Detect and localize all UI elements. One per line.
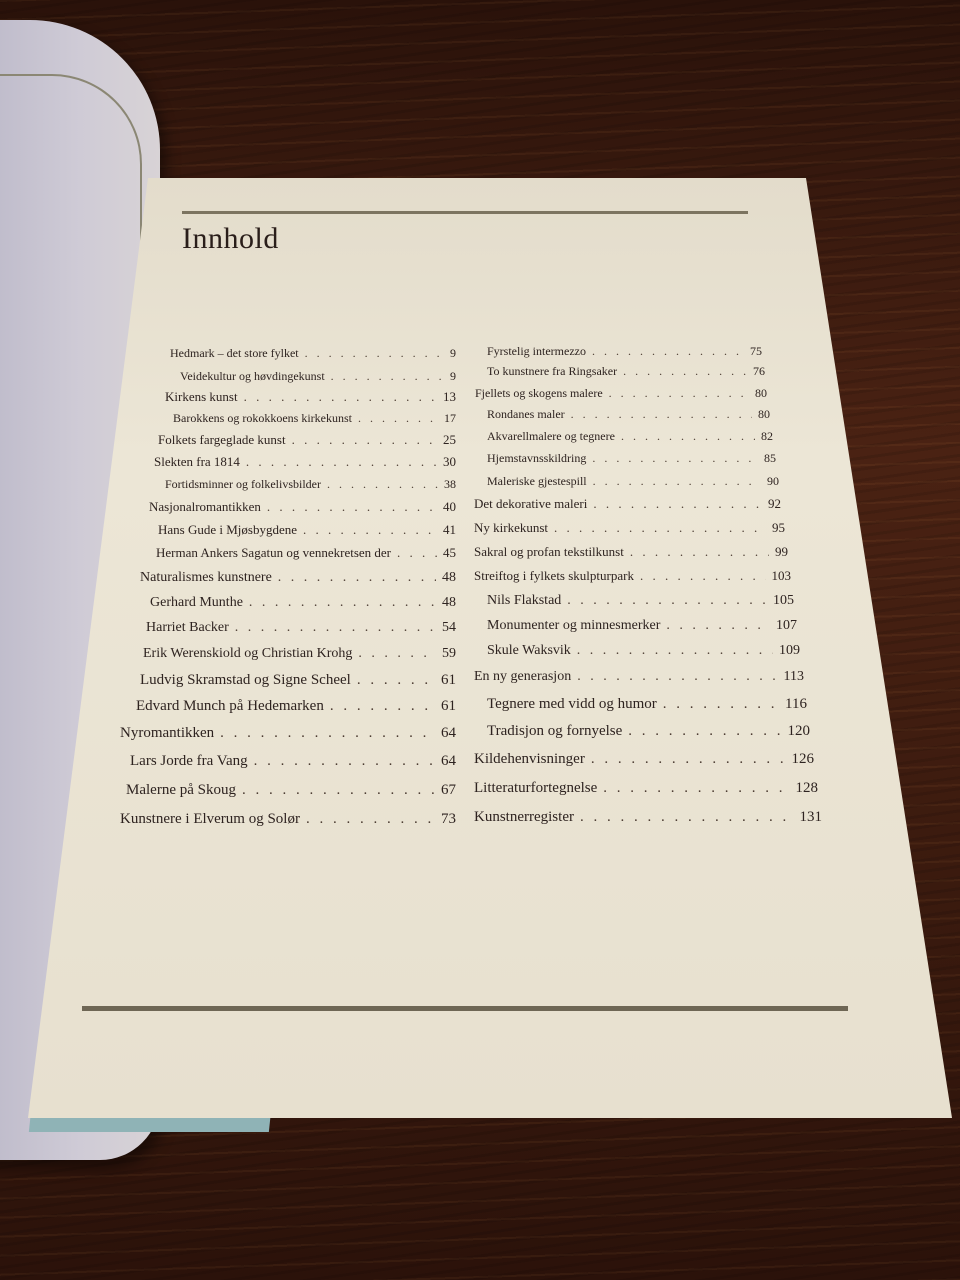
toc-entry: Rondanes maler . . . 80 — [487, 407, 770, 422]
dot-leader — [623, 364, 747, 379]
toc-entry: To kunstnere fra Ringsaker . . . 76 — [487, 364, 765, 379]
toc-entry: Akvarellmalere og tegnere . . . 82 — [487, 429, 773, 444]
dot-leader — [330, 698, 435, 715]
dot-leader — [278, 570, 436, 586]
dot-leader — [246, 454, 437, 470]
toc-entry: Barokkens og rokokkoens kirkekunst . . . 17 — [173, 411, 456, 426]
toc-entry: Gerhard Munthe . . . 48 — [150, 595, 456, 611]
toc-entry: Slekten fra 1814 . . . 30 — [154, 454, 456, 470]
dot-leader — [242, 782, 435, 799]
dot-leader — [640, 568, 766, 584]
dot-leader — [554, 520, 766, 536]
toc-entry: Kunstnerregister . . . 131 — [474, 809, 822, 826]
toc-entry: Kildehenvisninger . . . 126 — [474, 751, 814, 768]
toc-entry: Litteraturfortegnelse . . . 128 — [474, 780, 818, 797]
dot-leader — [235, 620, 436, 636]
toc-entry: Lars Jorde fra Vang . . . 64 — [130, 753, 456, 770]
toc-entry: Ludvig Skramstad og Signe Scheel . . . 61 — [140, 672, 456, 689]
toc-entry: Hedmark – det store fylket . . . 9 — [170, 346, 456, 361]
toc-entry: Maleriske gjestespill . . . 90 — [487, 474, 779, 489]
toc-entry: Nasjonalromantikken . . . 40 — [149, 499, 456, 515]
dot-leader — [358, 646, 436, 662]
toc-entry: Kunstnere i Elverum og Solør . . . 73 — [120, 811, 456, 828]
dot-leader — [628, 723, 781, 740]
dot-leader — [621, 429, 755, 444]
page-title: Innhold — [182, 222, 279, 255]
toc-entry: Tradisjon og fornyelse . . . 120 — [487, 723, 810, 740]
toc-entry: Streiftog i fylkets skulpturpark . . . 103 — [474, 568, 791, 584]
dot-leader — [580, 809, 794, 826]
toc-entry: Hjemstavnsskildring . . . 85 — [487, 451, 776, 466]
toc-entry: Det dekorative maleri . . . 92 — [474, 496, 781, 512]
toc-entry: Skule Waksvik . . . 109 — [487, 643, 800, 659]
dot-leader — [593, 474, 761, 489]
toc-entry: Naturalismes kunstnere . . . 48 — [140, 570, 456, 586]
dot-leader — [292, 432, 437, 448]
dot-leader — [577, 669, 777, 685]
dot-leader — [666, 618, 770, 634]
dot-leader — [220, 725, 435, 742]
toc-entry: Veidekultur og høvdingekunst . . . 9 — [180, 369, 456, 384]
toc-entry: Folkets fargeglade kunst . . . 25 — [158, 432, 456, 448]
dot-leader — [305, 346, 444, 361]
toc-entry: Herman Ankers Sagatun og vennekretsen der . . . 45 — [156, 545, 456, 561]
dot-leader — [603, 780, 789, 797]
dot-leader — [254, 753, 435, 770]
dot-leader — [331, 369, 444, 384]
toc-entry: Nyromantikken . . . 64 — [120, 725, 456, 742]
dot-leader — [609, 386, 749, 401]
dot-leader — [357, 672, 435, 689]
toc-entry: Erik Werenskiold og Christian Krohg . . . 59 — [143, 646, 456, 662]
toc-entry: Tegnere med vidd og humor . . . 116 — [487, 696, 807, 713]
dot-leader — [567, 593, 767, 609]
dot-leader — [358, 411, 438, 426]
toc-entry: Fyrstelig intermezzo . . . 75 — [487, 344, 762, 359]
dot-leader — [327, 477, 438, 492]
toc-entry: Fortidsminner og folkelivsbilder . . . 38 — [165, 477, 456, 492]
dot-leader — [630, 544, 769, 560]
dot-leader — [267, 499, 437, 515]
dot-leader — [591, 751, 786, 768]
dot-leader — [663, 696, 779, 713]
toc-entry: En ny generasjon . . . 113 — [474, 669, 804, 685]
toc-entry: Malerne på Skoug . . . 67 — [126, 782, 456, 799]
dot-leader — [592, 344, 744, 359]
dot-leader — [593, 496, 762, 512]
toc-entry: Hans Gude i Mjøsbygdene . . . 41 — [158, 522, 456, 538]
dot-leader — [244, 389, 437, 405]
toc-entry: Edvard Munch på Hedemarken . . . 61 — [136, 698, 456, 715]
dot-leader — [303, 522, 437, 538]
dot-leader — [397, 545, 437, 561]
toc-entry: Monumenter og minnesmerker . . . 107 — [487, 618, 797, 634]
toc-entry: Harriet Backer . . . 54 — [146, 620, 456, 636]
toc-entry: Sakral og profan tekstilkunst . . . 99 — [474, 544, 788, 560]
dot-leader — [592, 451, 758, 466]
toc-entry: Ny kirkekunst . . . 95 — [474, 520, 785, 536]
dot-leader — [249, 595, 436, 611]
bottom-rule — [82, 1006, 848, 1011]
dot-leader — [571, 407, 752, 422]
top-rule — [182, 211, 748, 214]
dot-leader — [577, 643, 773, 659]
toc-entry: Kirkens kunst . . . 13 — [165, 389, 456, 405]
dot-leader — [306, 811, 435, 828]
toc-entry: Fjellets og skogens malere . . . 80 — [475, 386, 767, 401]
toc-entry: Nils Flakstad . . . 105 — [487, 593, 794, 609]
